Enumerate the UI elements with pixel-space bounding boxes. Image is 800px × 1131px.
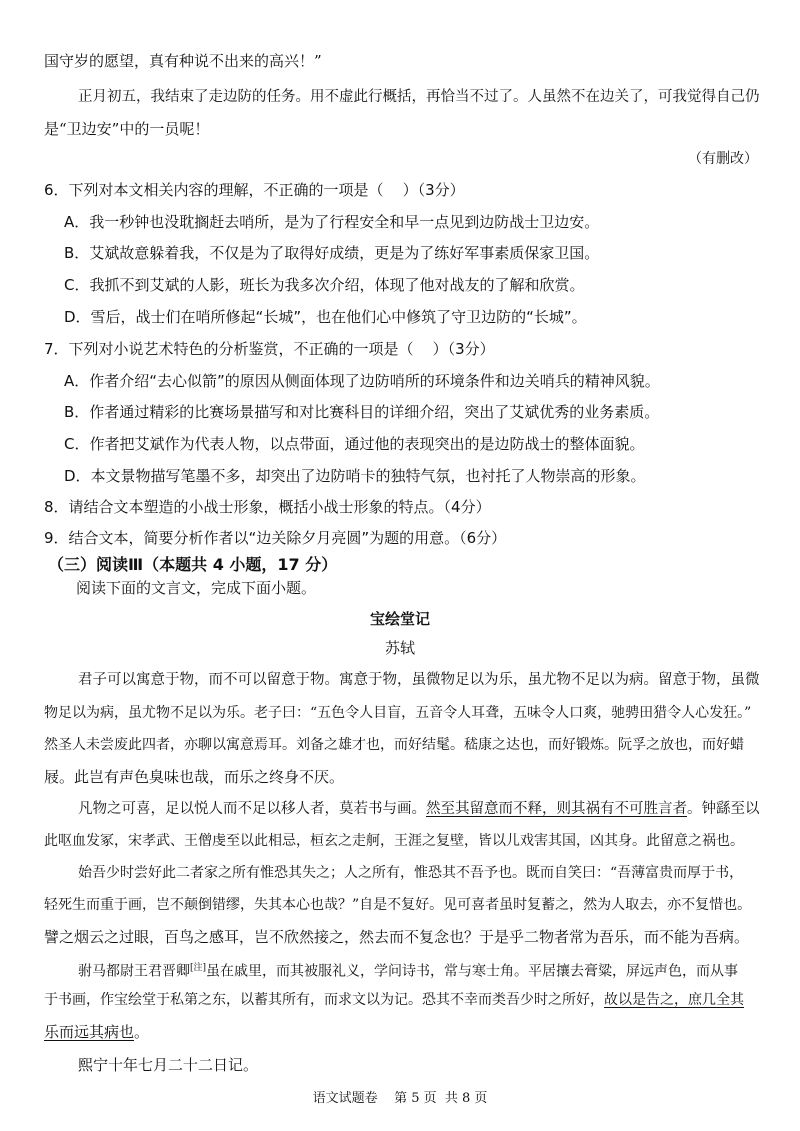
- question-6-option-a: [64, 212, 599, 232]
- option-text: C．作者把艾斌作为代表人物，以点带面，通过他的表现突出的是边防战士的整体面貌。: [64, 435, 645, 453]
- underlined-sentence: 然至其留意而不释，则其祸有不可胜言者: [426, 801, 687, 817]
- question-6-option-d: [64, 307, 587, 327]
- essay-text: 虽在戚里，而其被服礼义，学问诗书，常与寒士角。平居攘去膏粱，屏远声色，而从事: [206, 963, 739, 980]
- question-9: [44, 528, 506, 548]
- essay-line: [78, 799, 760, 819]
- passage-text: 正月初五，我结束了走边防的任务。用不虚此行概括，再恰当不过了。人虽然不在边关了，可我觉得自己仍: [78, 89, 760, 105]
- essay-author: [0, 638, 800, 658]
- essay-line: [44, 927, 749, 947]
- essay-date: [78, 1055, 258, 1075]
- section-instruction: [76, 578, 316, 598]
- essay-text: 譬之烟云之过眼，百鸟之感耳，岂不欣然接之，然去而不复念也？于是乎二物者常为吾乐，而不能为吾病。: [44, 928, 750, 946]
- option-text: B．艾斌故意躲着我，不仅是为了取得好成绩，更是为了练好军事素质保家卫国。: [64, 244, 600, 262]
- underlined-sentence: 故以是告之，庶几全其: [604, 992, 744, 1008]
- essay-text: 始吾少时尝好此二者家之所有惟恐其失之；人之所有，惟恐其不吾予也。既而自笑曰：“吾薄富贵而厚于书，: [78, 865, 744, 881]
- section-heading: [48, 555, 337, 575]
- essay-text: 。钟繇至以: [687, 801, 760, 817]
- option-text: C．我抓不到艾斌的人影，班长为我多次介绍，体现了他对战友的了解和欣赏。: [64, 276, 585, 294]
- essay-line: [78, 670, 760, 690]
- option-text: A．我一秒钟也没耽搁赶去哨所，是为了行程安全和早一点见到边防战士卫边安。: [64, 213, 600, 231]
- essay-text: 轻死生而重于画，岂不颠倒错缪，失其本心也哉？”自是不复好。见可喜者虽时复蓄之，然为人取去，亦不复惜也。: [44, 897, 752, 913]
- essay-text: 然圣人未尝废此四者，亦聊以寓意焉耳。刘备之雄才也，而好结髦。嵇康之达也，而好锻炼。阮孚之放也，而好蜡: [44, 737, 744, 753]
- question-text: 6．下列对本文相关内容的理解，不正确的一项是（ ）（3分）: [44, 181, 465, 199]
- essay-text: 。: [134, 1023, 150, 1041]
- passage-line: [44, 51, 322, 71]
- essay-date-text: 熙宁十年七月二十二日记。: [78, 1056, 259, 1074]
- question-7-option-a: [64, 371, 660, 391]
- essay-text: 此呕血发冢，宋孝武、王僧虔至以此相忌，桓玄之走舸，王涯之复壁，皆以儿戏害其国，凶其身。此留意之祸也。: [44, 833, 744, 849]
- question-text: 8．请结合文本塑造的小战士形象，概括小战士形象的特点。（4分）: [44, 498, 491, 516]
- essay-line: [44, 735, 744, 755]
- question-7-stem: [44, 339, 495, 359]
- question-7-option-d: [64, 466, 646, 486]
- essay-author-text: 苏轼: [384, 639, 415, 657]
- question-6-stem: [44, 180, 465, 200]
- essay-text: 驸马都尉王君晋卿: [78, 963, 190, 980]
- essay-line: [44, 767, 344, 787]
- question-7-option-c: [64, 434, 644, 454]
- essay-title-text: 宝绘堂记: [369, 610, 430, 628]
- essay-text: 君子可以寓意于物，而不可以留意于物。寓意于物，虽微物足以为乐，虽尤物不足以为病。留意于物，虽微: [78, 672, 760, 688]
- question-text: 7．下列对小说艺术特色的分析鉴赏，不正确的一项是（ ）（3分）: [44, 340, 495, 358]
- question-8: [44, 497, 491, 517]
- passage-line: [44, 119, 209, 139]
- option-text: D．本文景物描写笔墨不多，却突出了边防哨卡的独特气氛，也衬托了人物崇高的形象。: [64, 467, 646, 485]
- essay-title: [0, 609, 800, 629]
- question-6-option-b: [64, 243, 599, 263]
- option-text: A．作者介绍“去心似箭”的原因从侧面体现了边防哨所的环境条件和边关哨兵的精神风貌。: [64, 372, 660, 390]
- essay-line: [44, 1022, 149, 1042]
- option-text: B．作者通过精彩的比赛场景描写和对比赛科目的详细介绍，突出了艾斌优秀的业务素质。: [64, 403, 660, 421]
- essay-line: [44, 990, 744, 1010]
- footnote-marker: [注]: [190, 963, 207, 973]
- question-text: 9．结合文本，简要分析作者以“边关除夕月亮圆”为题的用意。（6分）: [44, 529, 507, 547]
- question-6-option-c: [64, 275, 584, 295]
- essay-line: [78, 958, 738, 982]
- question-7-option-b: [64, 402, 659, 422]
- revision-note-text: （有删改）: [688, 151, 758, 167]
- page-footer: [0, 1089, 800, 1109]
- passage-line: [78, 87, 760, 107]
- passage-text: 是“卫边安”中的一员呢！: [44, 120, 210, 138]
- essay-line: [44, 703, 751, 723]
- essay-text: 屐。此岂有声色臭味也哉，而乐之终身不厌。: [44, 768, 345, 786]
- revision-note: [688, 149, 758, 169]
- essay-line: [44, 895, 751, 915]
- essay-text: 于书画，作宝绘堂于私第之东，以蓄其所有，而求文以为记。恐其不幸而类吾少时之所好，: [44, 992, 604, 1008]
- essay-text: 物足以为病，虽尤物不足以为乐。老子曰：“五色令人目盲，五音令人耳聋，五味令人口爽，驰骋田猎令人心发狂。”: [44, 705, 752, 721]
- essay-line: [78, 863, 743, 883]
- footer-text: 语文试题卷 第 5 页 共 8 页: [312, 1091, 488, 1106]
- option-text: D．雪后，战士们在哨所修起“长城”，也在他们心中修筑了守卫边防的“长城”。: [64, 308, 587, 326]
- essay-line: [44, 831, 744, 851]
- section-heading-text: （三）阅读Ⅲ（本题共 4 小题，17 分）: [48, 555, 338, 574]
- essay-text: 凡物之可喜，足以悦人而不足以移人者，莫若书与画。: [78, 801, 426, 817]
- passage-text: 国守岁的愿望，真有种说不出来的高兴！”: [44, 52, 322, 70]
- instruction-text: 阅读下面的文言文，完成下面小题。: [76, 579, 317, 597]
- underlined-sentence: 乐而远其病也: [44, 1023, 135, 1041]
